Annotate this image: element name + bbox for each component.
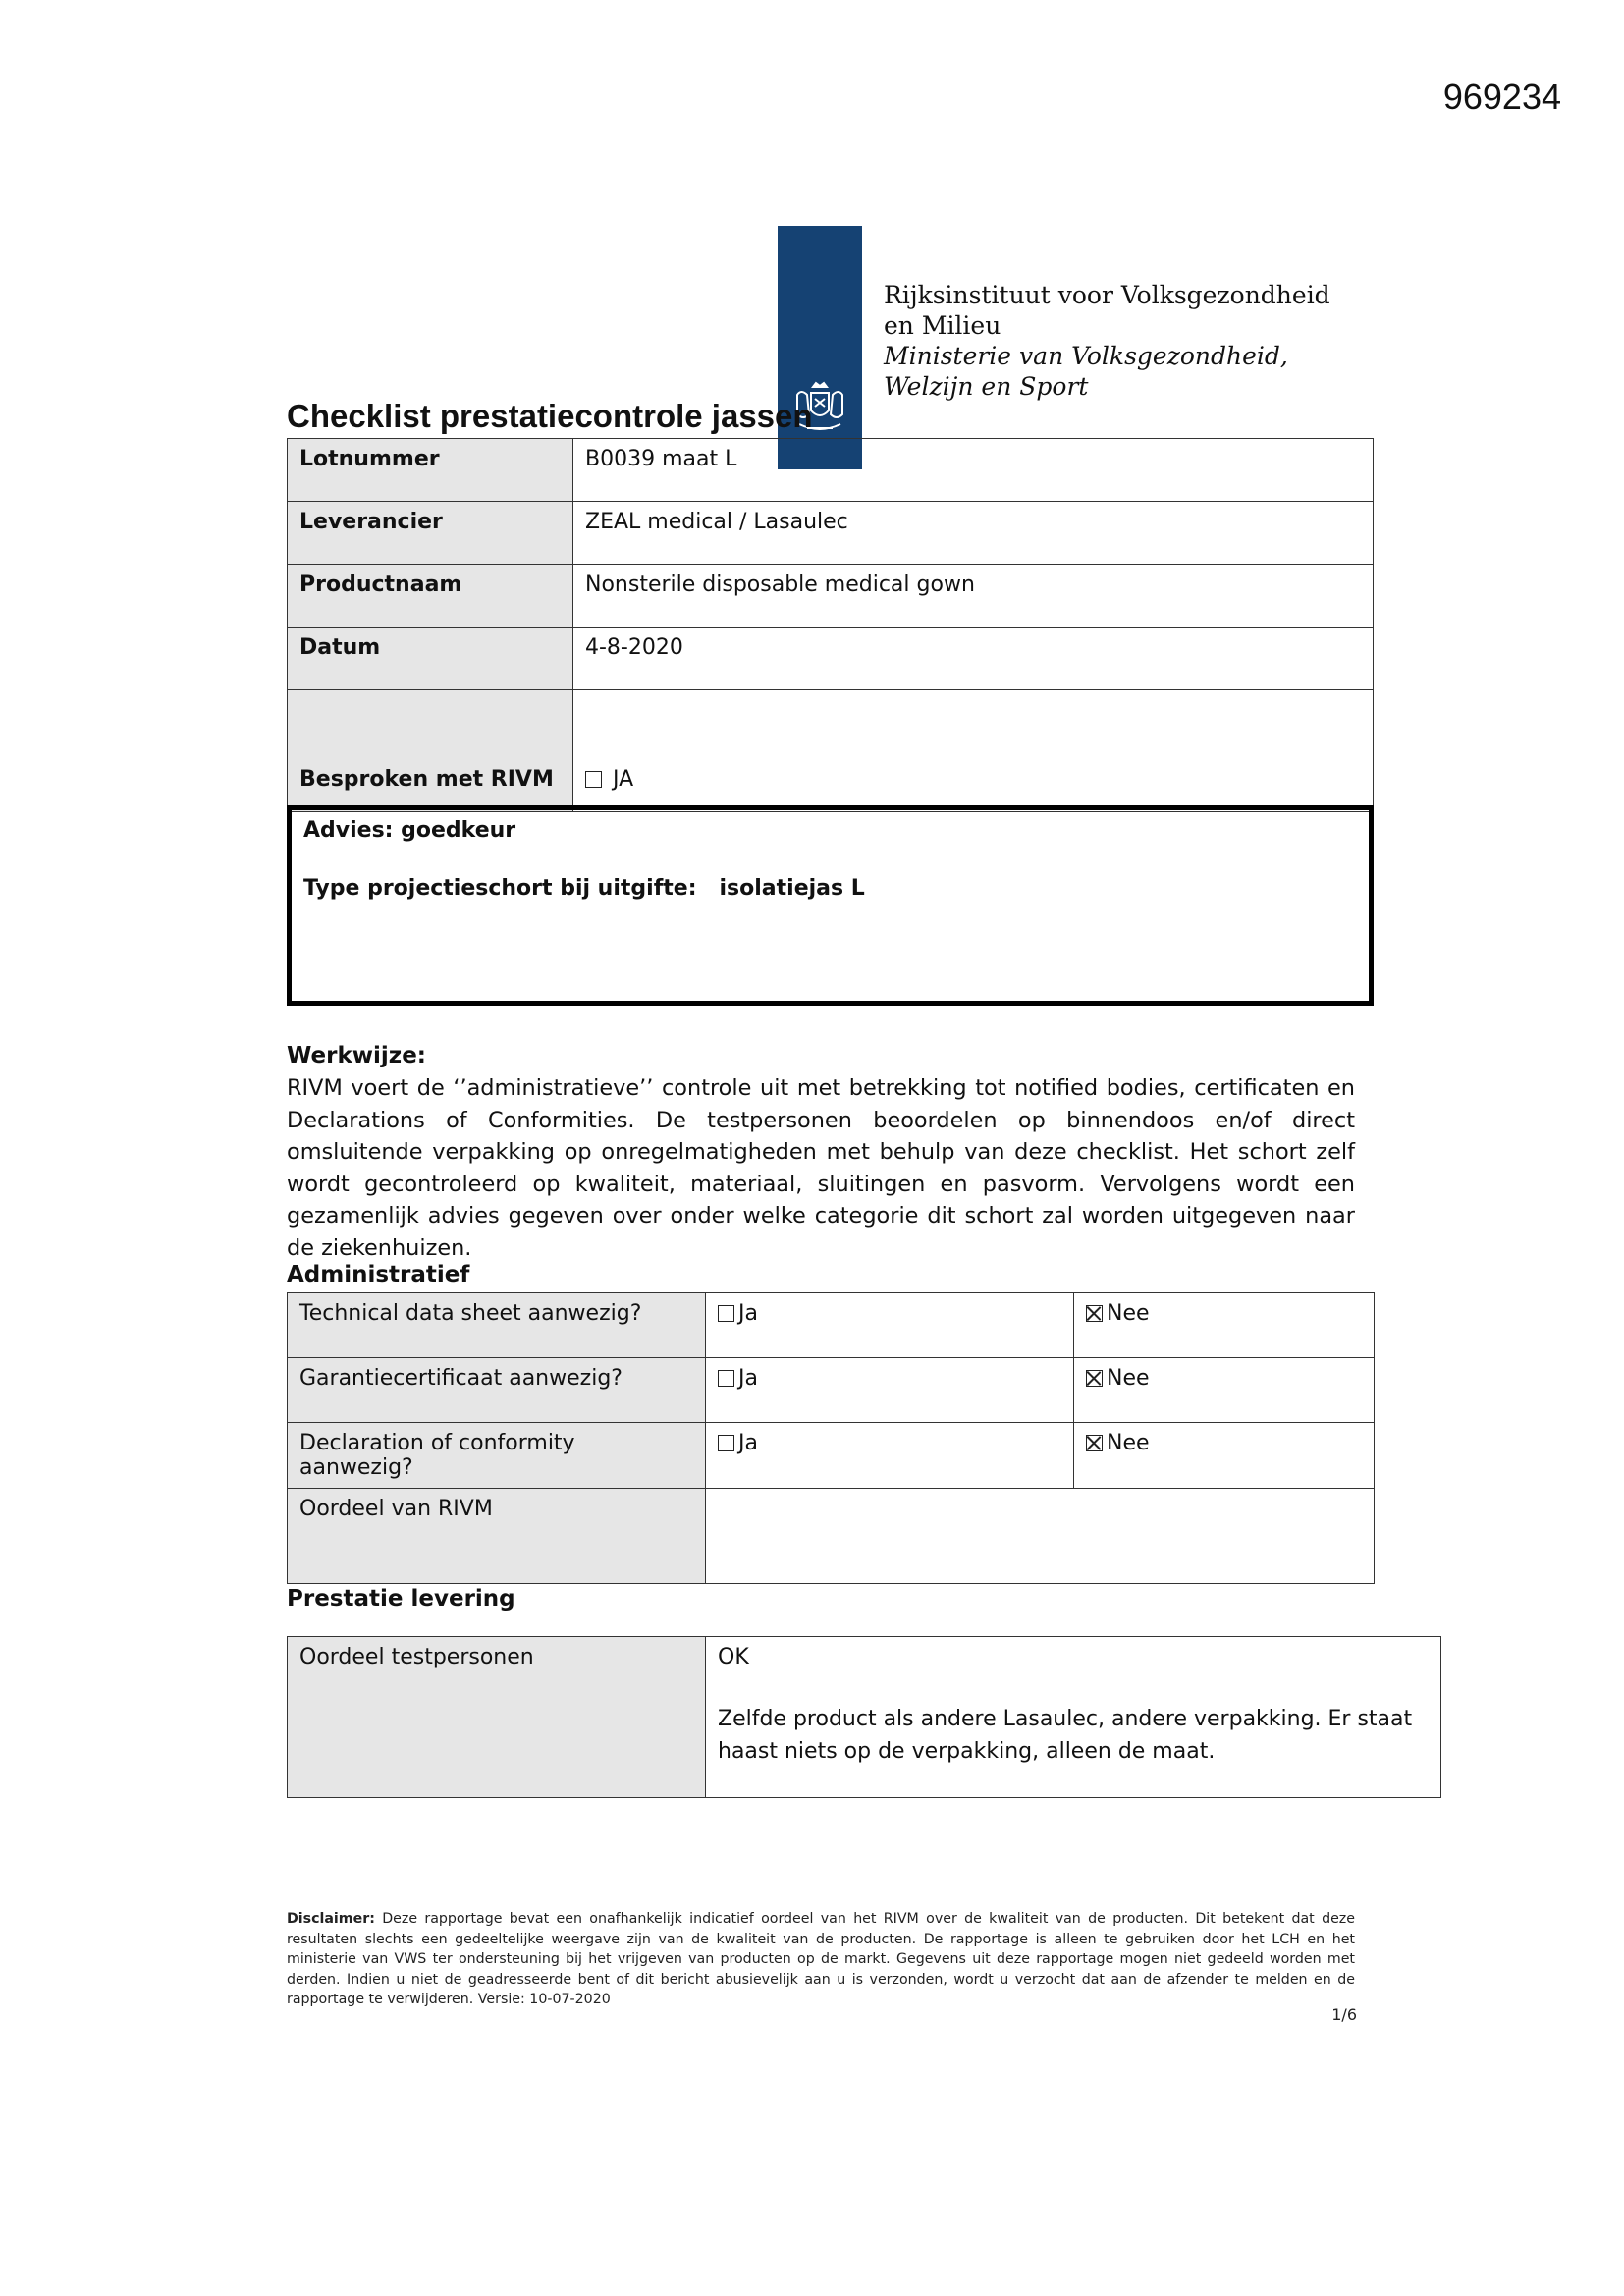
oordeel-ok: OK (718, 1645, 749, 1669)
administratief-title: Administratief (287, 1262, 470, 1287)
advies-box (287, 805, 1374, 1006)
nee-label: Nee (1107, 1301, 1150, 1326)
leverancier-value: ZEAL medical / Lasaulec (573, 502, 1374, 565)
ja-label: Ja (738, 1366, 758, 1391)
page-number: 1/6 (1331, 2005, 1357, 2024)
nee-checkbox-checked[interactable] (1086, 1435, 1103, 1451)
oordeel-rivm-value (706, 1489, 1375, 1584)
oordeel-rivm-label: Oordeel van RIVM (288, 1489, 706, 1584)
oordeel-comment: Zelfde product als andere Lasaulec, andere verpakking. Er staat haast niets op de verpakking, alleen de maat. (718, 1707, 1413, 1764)
declaration-of-conformity-label: Declaration of conformity aanwezig? (288, 1423, 706, 1489)
disclaimer (287, 1909, 1355, 2010)
datum-value: 4-8-2020 (573, 628, 1374, 690)
lotnummer-value: B0039 maat L (573, 439, 1374, 502)
disclaimer-text: Deze rapportage bevat een onafhankelijk indicatief oordeel van het RIVM over de kwaliteit van de producten. Dit betekent dat deze resultaten slechts een gedeeltelijke weergave zijn van de kwaliteit van de producten. De rapportage is alleen te gebruiken door het LCH en het ministerie van VWS ter ondersteuning bij het vrijgeven van producten op de markt. Gegevens uit deze rapportage mogen niet gedeeld worden met derden. Indien u niet de geadresseerde bent of dit bericht abusievelijk aan u is verzonden, wordt u verzocht dat aan de afzender te melden en de rapportage te verwijderen. Versie: 10-07-2020 (287, 1911, 1355, 2007)
ja-cell (706, 1293, 1074, 1358)
type-value: isolatiejas L (719, 876, 865, 901)
prestatie-table (287, 1636, 1441, 1798)
logo-line-2: en Milieu (884, 311, 1001, 340)
ja-checkbox[interactable] (585, 771, 602, 788)
nee-cell (1074, 1358, 1375, 1423)
ja-label: Ja (738, 1301, 758, 1326)
werkwijze-title: Werkwijze: (287, 1043, 426, 1068)
oordeel-testpersonen-label: Oordeel testpersonen (288, 1637, 706, 1798)
garantiecertificaat-label: Garantiecertificaat aanwezig? (288, 1358, 706, 1423)
ja-checkbox[interactable] (718, 1370, 734, 1387)
ja-cell (706, 1423, 1074, 1489)
nee-cell (1074, 1423, 1375, 1489)
rivm-logo-text (884, 280, 1330, 402)
nee-label: Nee (1107, 1431, 1150, 1455)
ja-checkbox[interactable] (718, 1435, 734, 1451)
table-row (288, 1423, 1375, 1489)
besproken-value: JA (613, 767, 634, 792)
table-row (288, 690, 1374, 812)
advies-line: Advies: goedkeur (303, 818, 516, 843)
ja-checkbox[interactable] (718, 1305, 734, 1322)
besproken-label: Besproken met RIVM (288, 690, 573, 812)
datum-label: Datum (288, 628, 573, 690)
table-row (288, 565, 1374, 628)
table-row (288, 1358, 1375, 1423)
table-row (288, 1637, 1441, 1798)
werkwijze-text: RIVM voert de ‘’administratieve’’ controle uit met betrekking tot notified bodies, certificaten en Declarations of Conformities. De testpersonen beoordelen op binnendoos en/of direct omsluitende verpakking op onregelmatigheden met behulp van deze checklist. Het schort zelf wordt gecontroleerd op kwaliteit, materiaal, sluitingen en pasvorm. Vervolgens wordt een gezamenlijk advies gegeven over onder welke categorie dit schort zal worden uitgegeven naar de ziekenhuizen. (287, 1075, 1355, 1261)
nee-cell (1074, 1293, 1375, 1358)
table-row (288, 628, 1374, 690)
productnaam-value: Nonsterile disposable medical gown (573, 565, 1374, 628)
nee-checkbox-checked[interactable] (1086, 1305, 1103, 1322)
ja-label: Ja (738, 1431, 758, 1455)
logo-line-4: Welzijn en Sport (884, 372, 1089, 401)
info-table (287, 438, 1374, 812)
productnaam-label: Productnaam (288, 565, 573, 628)
table-row (288, 1489, 1375, 1584)
prestatie-title: Prestatie levering (287, 1586, 515, 1612)
page-title: Checklist prestatiecontrole jassen (287, 398, 813, 434)
oordeel-testpersonen-value (706, 1637, 1441, 1798)
logo-line-1: Rijksinstituut voor Volksgezondheid (884, 281, 1330, 309)
nee-label: Nee (1107, 1366, 1150, 1391)
table-row (288, 502, 1374, 565)
type-line (303, 876, 1357, 901)
technical-data-sheet-label: Technical data sheet aanwezig? (288, 1293, 706, 1358)
leverancier-label: Leverancier (288, 502, 573, 565)
nee-checkbox-checked[interactable] (1086, 1370, 1103, 1387)
logo-line-3: Ministerie van Volksgezondheid, (884, 342, 1288, 370)
lotnummer-label: Lotnummer (288, 439, 573, 502)
table-row (288, 439, 1374, 502)
type-label: Type projectieschort bij uitgifte: (303, 876, 697, 901)
document-number: 969234 (1442, 77, 1561, 117)
table-row (288, 1293, 1375, 1358)
ja-cell (706, 1358, 1074, 1423)
disclaimer-label: Disclaimer: (287, 1911, 375, 1927)
administratief-table (287, 1292, 1375, 1584)
besproken-value-cell (573, 690, 1374, 812)
